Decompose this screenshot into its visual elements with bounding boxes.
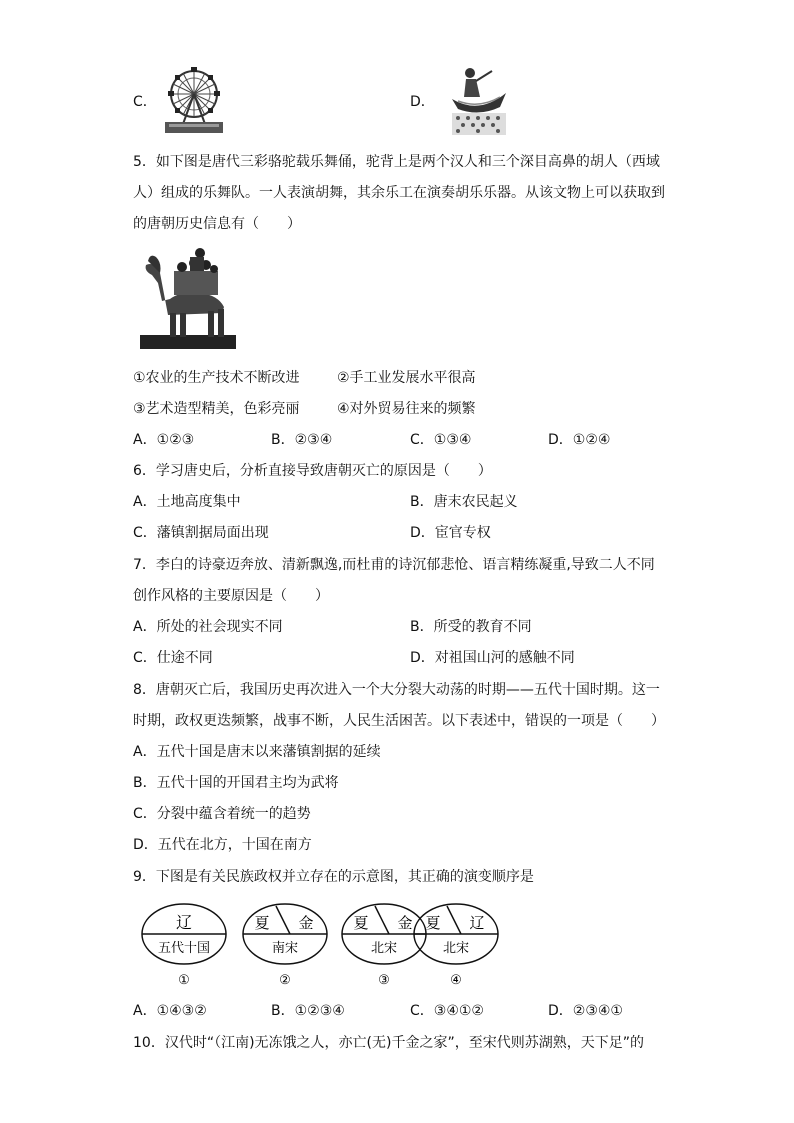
q5-statement-2: ②手工业发展水平很高 [337, 370, 476, 386]
q6-option-a[interactable]: A．土地高度集中 [133, 494, 241, 510]
q9-option-b[interactable]: B．①②③④ [271, 1003, 345, 1019]
q6-option-c[interactable]: C．藩镇割据局面出现 [133, 525, 269, 541]
q8-option-d[interactable]: D．五代在北方，十国在南方 [133, 837, 312, 853]
ferris-wheel-image [163, 66, 225, 134]
circle-3-number: ③ [378, 973, 390, 988]
q9-stem: 9．下图是有关民族政权并立存在的示意图，其正确的演变顺序是 [133, 869, 534, 885]
q7-option-b[interactable]: B．所受的教育不同 [410, 619, 532, 635]
circle-3-bottom: 北宋 [370, 941, 398, 956]
circle-4-number: ④ [450, 973, 462, 988]
q7-option-c[interactable]: C．仕途不同 [133, 650, 213, 666]
circle-2-top-right: 金 [298, 914, 314, 932]
q5-option-d[interactable]: D．①②④ [548, 432, 611, 448]
q4-option-c-label: C． [133, 94, 157, 110]
q4-option-d-label: D． [410, 94, 435, 110]
circle-3-top-right: 金 [397, 914, 413, 932]
circle-4-top-left: 夏 [425, 914, 441, 932]
boat-figure-image [448, 63, 510, 137]
q5-stem-line2: 人）组成的乐舞队。一人表演胡舞，其余乐工在演奏胡乐乐器。从该文物上可以获取到 [133, 185, 665, 201]
q6-option-d[interactable]: D．宦官专权 [410, 525, 491, 541]
q8-stem-line1: 8．唐朝灭亡后，我国历史再次进入一个大分裂大动荡的时期——五代十国时期。这一 [133, 682, 660, 698]
regimes-diagram [140, 900, 500, 992]
q7-stem-line2: 创作风格的主要原因是（ ） [133, 588, 329, 604]
q5-option-c[interactable]: C．①③④ [410, 432, 472, 448]
q5-statement-1: ①农业的生产技术不断改进 [133, 370, 300, 386]
q5-statement-3: ③艺术造型精美，色彩亮丽 [133, 401, 300, 417]
circle-1-top: 辽 [175, 913, 193, 932]
q5-statement-4: ④对外贸易往来的频繁 [337, 401, 476, 417]
q5-stem-line1: 5．如下图是唐代三彩骆驼载乐舞俑，驼背上是两个汉人和三个深目高鼻的胡人（西域 [133, 154, 660, 170]
circle-1-bottom: 五代十国 [157, 941, 211, 956]
diagram-circle-4 [414, 904, 498, 988]
circle-2-bottom: 南宋 [271, 941, 299, 956]
q8-option-b[interactable]: B．五代十国的开国君主均为武将 [133, 775, 339, 791]
diagram-circle-3 [342, 904, 426, 988]
diagram-circle-1 [142, 904, 226, 988]
circle-4-bottom: 北宋 [442, 941, 470, 956]
q9-option-c[interactable]: C．③④①② [410, 1003, 484, 1019]
q6-option-b[interactable]: B．唐末农民起义 [410, 494, 518, 510]
q9-option-a[interactable]: A．①④③② [133, 1003, 207, 1019]
q8-stem-line2: 时期，政权更迭频繁，战事不断，人民生活困苦。以下表述中，错误的一项是（ ） [133, 713, 665, 729]
q7-stem-line1: 7．李白的诗豪迈奔放、清新飘逸,而杜甫的诗沉郁悲怆、语言精练凝重,导致二人不同 [133, 557, 655, 573]
q8-option-a[interactable]: A．五代十国是唐末以来藩镇割据的延续 [133, 744, 381, 760]
diagram-circle-2 [243, 904, 327, 988]
q5-option-a[interactable]: A．①②③ [133, 432, 195, 448]
circle-4-top-right: 辽 [469, 914, 485, 932]
circle-3-top-left: 夏 [353, 914, 369, 932]
q5-option-b[interactable]: B．②③④ [271, 432, 333, 448]
q7-option-d[interactable]: D．对祖国山河的感触不同 [410, 650, 575, 666]
q8-option-c[interactable]: C．分裂中蕴含着统一的趋势 [133, 806, 311, 822]
camel-figurine-image [140, 243, 236, 351]
q5-stem-line3: 的唐朝历史信息有（ ） [133, 216, 301, 232]
circle-1-number: ① [178, 973, 190, 988]
circle-2-number: ② [279, 973, 291, 988]
q7-option-a[interactable]: A．所处的社会现实不同 [133, 619, 283, 635]
q10-stem-line1: 10．汉代时“（江南)无冻饿之人，亦亡(无)千金之家”，至宋代则苏湖熟，天下足”的 [133, 1035, 644, 1051]
q6-stem: 6．学习唐史后，分析直接导致唐朝灭亡的原因是（ ） [133, 463, 492, 479]
circle-2-top-left: 夏 [254, 914, 270, 932]
q9-option-d[interactable]: D．②③④① [548, 1003, 623, 1019]
